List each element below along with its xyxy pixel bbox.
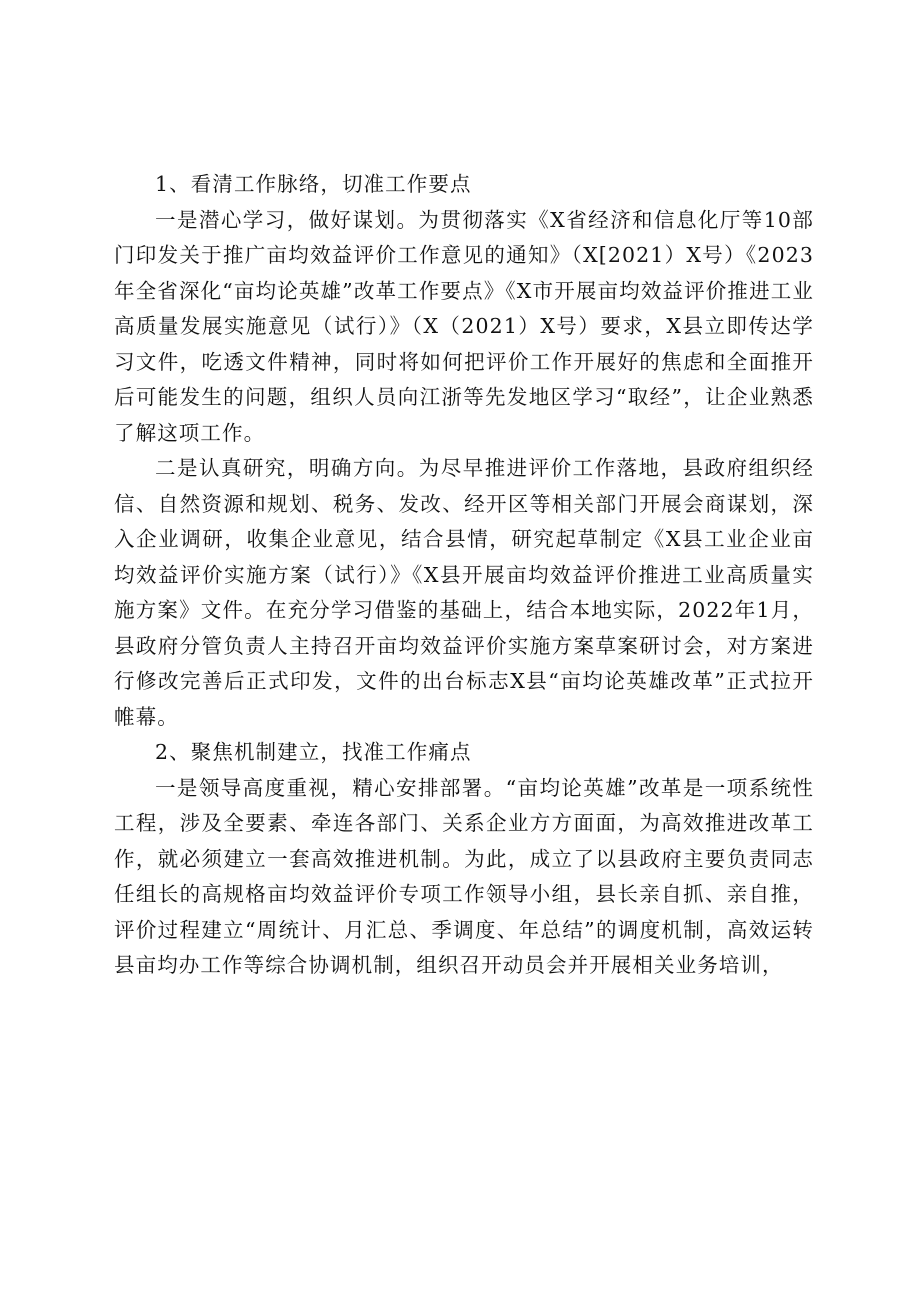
body-paragraph-leadership: 一是领导高度重视，精心安排部署。“亩均论英雄”改革是一项系统性工程，涉及全要素、牵连各部门、关系企业方方面面，为高效推进改革工作，就必须建立一套高效推进机制。为此，成立了以县政府主要负责同志任组长的高规格亩均效益评价专项工作领导小组，县长亲自抓、亲自推，评价过程建立“周统计、月汇总、季调度、年总结”的调度机制，高效运转县亩均办工作等综合协调机制，组织召开动员会并开展相关业务培训， xyxy=(114,775,814,977)
body-paragraph-research: 二是认真研究，明确方向。为尽早推进评价工作落地，县政府组织经信、自然资源和规划、税务、发改、经开区等相关部门开展会商谋划，深入企业调研，收集企业意见，结合县情，研究起草制定《X县工业企业亩均效益评价实施方案（试行）》《X县开展亩均效益评价推进工业高质量实施方案》文件。在充分学习借鉴的基础上，结合本地实际，2022年1月，县政府分管负责人主持召开亩均效益评价实施方案草案研讨会，对方案进行修改完善后正式印发，文件的出台标志X县“亩均论英雄改革”正式拉开帷幕。 xyxy=(114,456,814,729)
document-body xyxy=(114,167,814,984)
section-heading-2: 2、聚焦机制建立，找准工作痛点 xyxy=(155,740,472,764)
section-heading-1: 1、看清工作脉络，切准工作要点 xyxy=(155,172,472,196)
body-paragraph-study: 一是潜心学习，做好谋划。为贯彻落实《X省经济和信息化厅等10部门印发关于推广亩均效益评价工作意见的通知》（X[2021）X号）《2023年全省深化“亩均论英雄”改革工作要点》《X市开展亩均效益评价推进工业高质量发展实施意见（试行）》（X（2021）X号）要求，X县立即传达学习文件，吃透文件精神，同时将如何把评价工作开展好的焦虑和全面推开后可能发生的问题，组织人员向江浙等先发地区学习“取经”，让企业熟悉了解这项工作。 xyxy=(114,207,814,445)
